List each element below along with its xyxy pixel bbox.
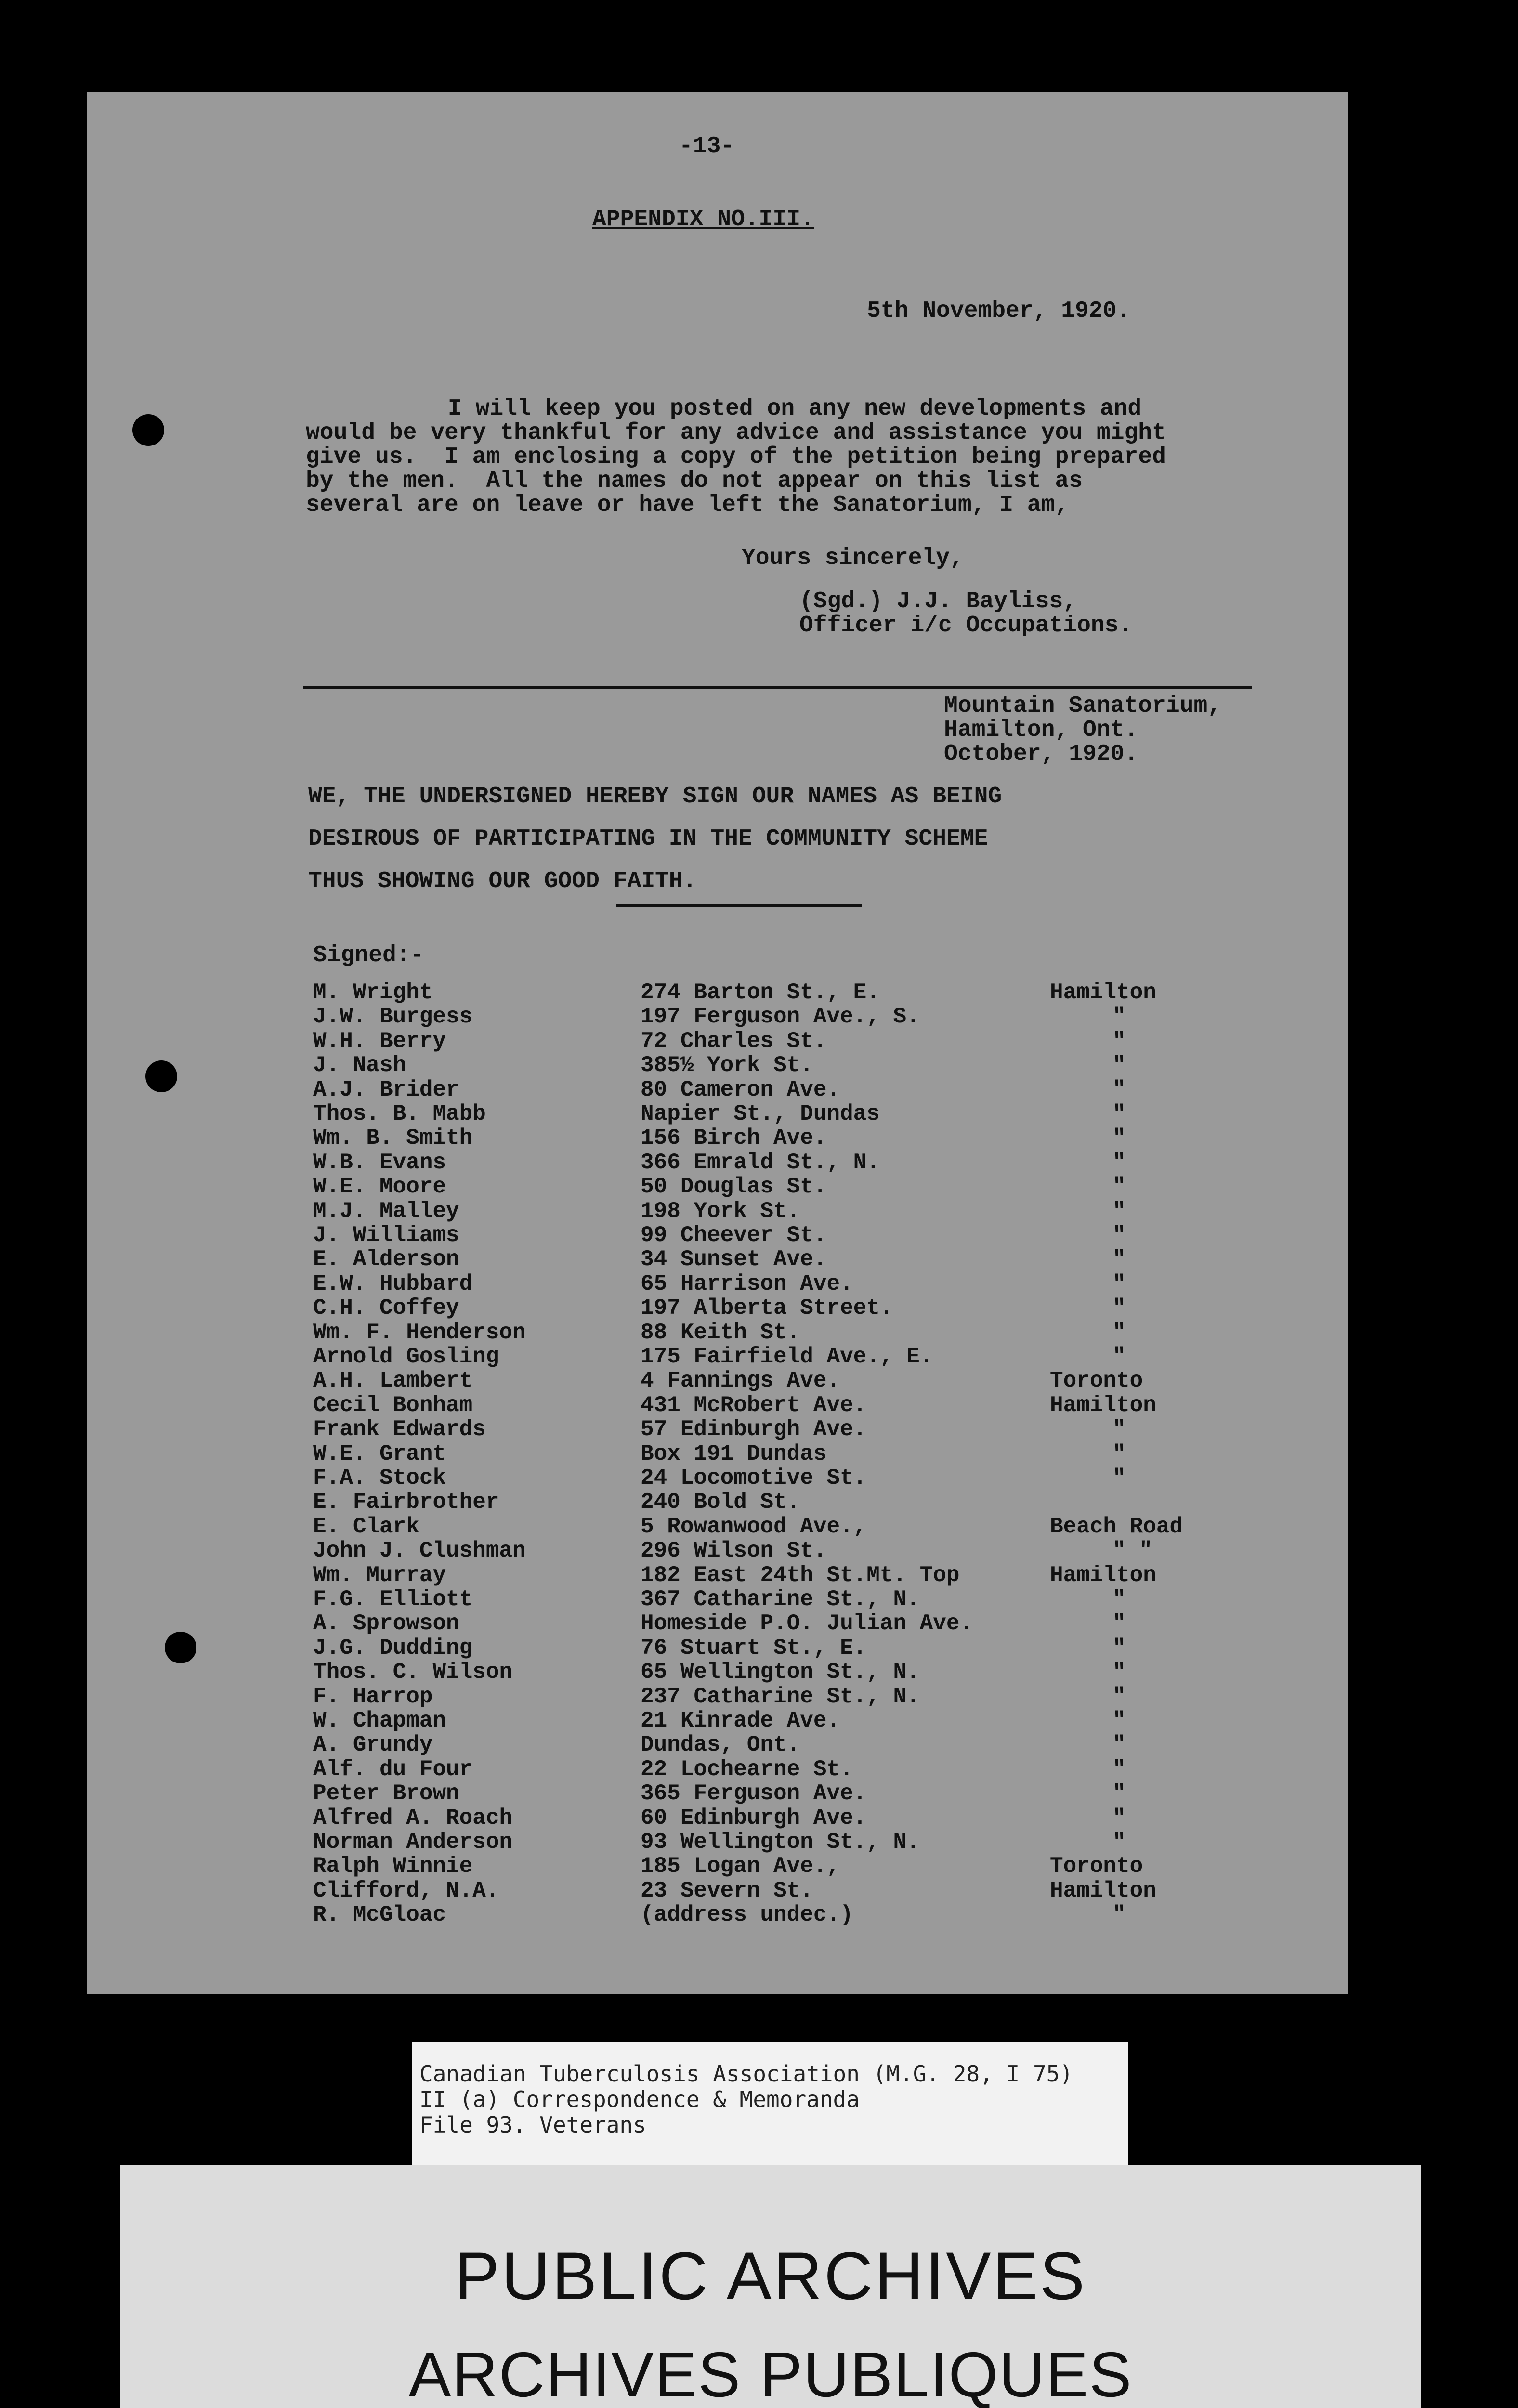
signatory-name: F. Harrop — [313, 1684, 433, 1709]
signatory-city: " — [1112, 1223, 1126, 1248]
signatory-name: Clifford, N.A. — [313, 1878, 499, 1903]
signatory-address: 385½ York St. — [641, 1053, 813, 1078]
signatory-address: 88 Keith St. — [641, 1320, 800, 1345]
signatory-address: 65 Wellington St., N. — [641, 1660, 920, 1685]
signatory-name: E. Fairbrother — [313, 1490, 499, 1515]
signatory-name: A. Sprowson — [313, 1611, 459, 1636]
reference-card — [412, 2042, 1128, 2168]
signatory-name: Frank Edwards — [313, 1417, 486, 1442]
reference-line: Canadian Tuberculosis Association (M.G. 28, I 75) — [419, 2061, 1073, 2087]
signatory-address: Box 191 Dundas — [641, 1441, 827, 1466]
signatory-row — [87, 1029, 1348, 1053]
signatory-row — [87, 1344, 1348, 1368]
signatory-row — [87, 1684, 1348, 1708]
signatory-address: 60 Edinburgh Ave. — [641, 1805, 867, 1831]
signatory-row — [87, 1781, 1348, 1805]
signatory-city: " — [1112, 1247, 1126, 1272]
signatory-name: F.G. Elliott — [313, 1587, 473, 1612]
signatory-city: " — [1112, 1296, 1126, 1321]
signatory-row — [87, 1247, 1348, 1271]
signatory-name: M. Wright — [313, 980, 433, 1005]
signatory-address: 185 Logan Ave., — [641, 1854, 840, 1879]
letter-closing: Yours sincerely, — [742, 545, 964, 571]
signatory-city: " — [1112, 1781, 1126, 1806]
signatory-address: (address undec.) — [641, 1902, 853, 1928]
signatory-address: 197 Ferguson Ave., S. — [641, 1004, 920, 1030]
letter-body-line: I will keep you posted on any new developments and — [448, 396, 1142, 422]
signatory-name: Norman Anderson — [313, 1830, 513, 1855]
signatory-address: Dundas, Ont. — [641, 1732, 800, 1758]
letter-body-line: several are on leave or have left the Sanatorium, I am, — [306, 492, 1069, 518]
reference-line: File 93. Veterans — [419, 2112, 646, 2138]
archive-stamp — [120, 2165, 1421, 2408]
signatory-city: Beach Road — [1050, 1514, 1183, 1539]
signatory-row — [87, 1174, 1348, 1198]
signatory-address: 366 Emrald St., N. — [641, 1150, 880, 1175]
signatory-city: " — [1112, 1417, 1126, 1442]
signatory-row — [87, 1150, 1348, 1174]
signatory-name: E. Clark — [313, 1514, 419, 1539]
signatory-name: Wm. F. Henderson — [313, 1320, 526, 1345]
signatory-address: 274 Barton St., E. — [641, 980, 880, 1005]
signatory-city: Hamilton — [1050, 1392, 1156, 1418]
letter-body-line: give us. I am enclosing a copy of the petition being prepared — [306, 444, 1166, 470]
signatory-row — [87, 1878, 1348, 1902]
signatory-row — [87, 1417, 1348, 1441]
divider — [303, 686, 1252, 689]
signatory-row — [87, 1708, 1348, 1732]
signatory-name: Wm. B. Smith — [313, 1125, 473, 1151]
signatory-name: Peter Brown — [313, 1781, 459, 1806]
signatory-city: " — [1112, 1732, 1126, 1758]
signatory-row — [87, 1271, 1348, 1296]
signatory-address: 57 Edinburgh Ave. — [641, 1417, 867, 1442]
signatory-row — [87, 1368, 1348, 1392]
signatory-city: " — [1112, 1125, 1126, 1151]
signature: (Sgd.) J.J. Bayliss, — [799, 589, 1077, 615]
signatory-address: 23 Severn St. — [641, 1878, 813, 1903]
signatory-name: W. Chapman — [313, 1708, 446, 1733]
signatory-name: W.E. Moore — [313, 1174, 446, 1200]
signatory-city: " — [1112, 1708, 1126, 1733]
signatory-name: Ralph Winnie — [313, 1854, 473, 1879]
signatory-name: Thos. B. Mabb — [313, 1101, 486, 1126]
signatory-city: " — [1112, 1587, 1126, 1612]
signatory-address: 99 Cheever St. — [641, 1223, 827, 1248]
signatory-name: J.G. Dudding — [313, 1635, 473, 1661]
petition-statement-line: WE, THE UNDERSIGNED HEREBY SIGN OUR NAMES AS BEING — [308, 784, 1002, 810]
petition-header-line: Hamilton, Ont. — [944, 717, 1138, 743]
petition-header-line: October, 1920. — [944, 741, 1138, 767]
signatory-name: Alfred A. Roach — [313, 1805, 513, 1831]
petition-header-line: Mountain Sanatorium, — [944, 693, 1222, 719]
signatory-name: F.A. Stock — [313, 1466, 446, 1491]
signatory-row — [87, 1660, 1348, 1684]
signatory-address: 93 Wellington St., N. — [641, 1830, 920, 1855]
signatory-city: " — [1112, 1344, 1126, 1369]
signatory-name: A. Grundy — [313, 1732, 433, 1758]
petition-statement-line: THUS SHOWING OUR GOOD FAITH. — [308, 868, 697, 894]
signatory-row — [87, 1320, 1348, 1344]
signatory-address: 76 Stuart St., E. — [641, 1635, 867, 1661]
signatory-city: " — [1112, 1174, 1126, 1200]
signatory-address: 182 East 24th St.Mt. Top — [641, 1562, 960, 1588]
signatory-city: " — [1112, 1684, 1126, 1709]
document-page — [87, 92, 1348, 1994]
signatory-row — [87, 1514, 1348, 1538]
signatory-address: 198 York St. — [641, 1198, 800, 1224]
signatory-address: 80 Cameron Ave. — [641, 1077, 840, 1102]
signatory-row — [87, 1538, 1348, 1562]
signatory-name: A.J. Brider — [313, 1077, 459, 1102]
signatory-row — [87, 1587, 1348, 1611]
signatory-address: 237 Catharine St., N. — [641, 1684, 920, 1709]
signatory-city: " — [1112, 1466, 1126, 1491]
signatory-city: Hamilton — [1050, 1878, 1156, 1903]
signatory-city: " — [1112, 1441, 1126, 1466]
signatory-city: " — [1112, 1198, 1126, 1224]
signatory-address: 431 McRobert Ave. — [641, 1392, 867, 1418]
signatory-address: 175 Fairfield Ave., E. — [641, 1344, 933, 1369]
signatory-city: " — [1112, 1053, 1126, 1078]
signatory-address: 21 Kinrade Ave. — [641, 1708, 840, 1733]
divider — [616, 904, 862, 907]
signatory-name: J. Williams — [313, 1223, 459, 1248]
signatory-row — [87, 1902, 1348, 1926]
signatory-address: 34 Sunset Ave. — [641, 1247, 827, 1272]
signatory-city: Toronto — [1050, 1368, 1143, 1394]
signatory-address: Homeside P.O. Julian Ave. — [641, 1611, 973, 1636]
signatory-city: " — [1112, 1830, 1126, 1855]
signatory-address: 22 Lochearne St. — [641, 1756, 853, 1782]
signatory-city: " — [1112, 1271, 1126, 1296]
signatory-name: Arnold Gosling — [313, 1344, 499, 1369]
signatory-city: Toronto — [1050, 1854, 1143, 1879]
signatory-row — [87, 1563, 1348, 1587]
signatory-row — [87, 1636, 1348, 1660]
signatory-name: R. McGloac — [313, 1902, 446, 1928]
signatory-address: 24 Locomotive St. — [641, 1466, 867, 1491]
signatory-name: W.H. Berry — [313, 1028, 446, 1054]
petition-statement-line: DESIROUS OF PARTICIPATING IN THE COMMUNITY SCHEME — [308, 826, 988, 852]
signatory-name: John J. Clushman — [313, 1538, 526, 1564]
letter-body-line: would be very thankful for any advice and assistance you might — [306, 420, 1166, 446]
signatory-city: " — [1112, 1320, 1126, 1345]
signatory-name: A.H. Lambert — [313, 1368, 473, 1394]
appendix-title: APPENDIX NO.III. — [592, 207, 814, 233]
signatory-row — [87, 1466, 1348, 1490]
signatory-name: Alf. du Four — [313, 1756, 473, 1782]
signatory-city: " — [1112, 1101, 1126, 1126]
punch-hole — [132, 414, 164, 446]
signatory-row — [87, 1441, 1348, 1466]
stamp-line: ARCHIVES PUBLIQUES — [408, 2339, 1133, 2408]
signatory-row — [87, 1854, 1348, 1878]
signatory-city: " — [1112, 1150, 1126, 1175]
signatory-name: Thos. C. Wilson — [313, 1660, 513, 1685]
signatory-name: E. Alderson — [313, 1247, 459, 1272]
signatory-address: 367 Catharine St., N. — [641, 1587, 920, 1612]
signatory-row — [87, 1393, 1348, 1417]
signatory-city: " " — [1112, 1538, 1152, 1564]
signatory-row — [87, 1053, 1348, 1077]
signatory-name: M.J. Malley — [313, 1198, 459, 1224]
signatory-row — [87, 1830, 1348, 1854]
signatory-row — [87, 1806, 1348, 1830]
signatory-name: C.H. Coffey — [313, 1296, 459, 1321]
signatory-address: 197 Alberta Street. — [641, 1296, 893, 1321]
letter-date: 5th November, 1920. — [867, 298, 1131, 324]
signatory-name: J. Nash — [313, 1053, 406, 1078]
signatory-address: 156 Birch Ave. — [641, 1125, 827, 1151]
signatory-city: " — [1112, 1028, 1126, 1054]
signatory-city: " — [1112, 1805, 1126, 1831]
signatory-row — [87, 1125, 1348, 1150]
signatory-row — [87, 1611, 1348, 1635]
signatory-name: W.E. Grant — [313, 1441, 446, 1466]
signatory-address: 365 Ferguson Ave. — [641, 1781, 867, 1806]
signatory-city: " — [1112, 1077, 1126, 1102]
signatory-address: 296 Wilson St. — [641, 1538, 827, 1564]
signatory-address: 65 Harrison Ave. — [641, 1271, 853, 1296]
signatory-city: " — [1112, 1635, 1126, 1661]
signatory-city: Hamilton — [1050, 1562, 1156, 1588]
signatory-city: " — [1112, 1004, 1126, 1030]
signatory-address: 240 Bold St. — [641, 1490, 800, 1515]
signatory-city: " — [1112, 1756, 1126, 1782]
signatory-name: Wm. Murray — [313, 1562, 446, 1588]
signatory-address: 72 Charles St. — [641, 1028, 827, 1054]
signatory-city: " — [1112, 1660, 1126, 1685]
signature-title: Officer i/c Occupations. — [799, 613, 1133, 639]
signatory-city: " — [1112, 1902, 1126, 1928]
stamp-line: PUBLIC ARCHIVES — [454, 2238, 1087, 2314]
signatory-address: 5 Rowanwood Ave., — [641, 1514, 867, 1539]
signatory-name: W.B. Evans — [313, 1150, 446, 1175]
signatory-row — [87, 1223, 1348, 1247]
signatory-row — [87, 1199, 1348, 1223]
signatory-city: Hamilton — [1050, 980, 1156, 1005]
signatory-row — [87, 980, 1348, 1004]
signed-label: Signed:- — [313, 942, 424, 968]
signatory-row — [87, 1732, 1348, 1756]
signatory-city: " — [1112, 1611, 1126, 1636]
reference-line: II (a) Correspondence & Memoranda — [419, 2086, 860, 2112]
signatory-row — [87, 1004, 1348, 1028]
signatory-address: 50 Douglas St. — [641, 1174, 827, 1200]
signatory-row — [87, 1101, 1348, 1125]
signatory-address: Napier St., Dundas — [641, 1101, 880, 1126]
signatory-address: 4 Fannings Ave. — [641, 1368, 840, 1394]
page-number: -13- — [679, 133, 735, 159]
signatory-row — [87, 1757, 1348, 1781]
signatory-name: J.W. Burgess — [313, 1004, 473, 1030]
signatory-name: Cecil Bonham — [313, 1392, 473, 1418]
letter-body-line: by the men. All the names do not appear on this list as — [306, 468, 1083, 494]
signatory-row — [87, 1490, 1348, 1514]
signatory-name: E.W. Hubbard — [313, 1271, 473, 1296]
signatory-row — [87, 1077, 1348, 1101]
signatory-row — [87, 1296, 1348, 1320]
